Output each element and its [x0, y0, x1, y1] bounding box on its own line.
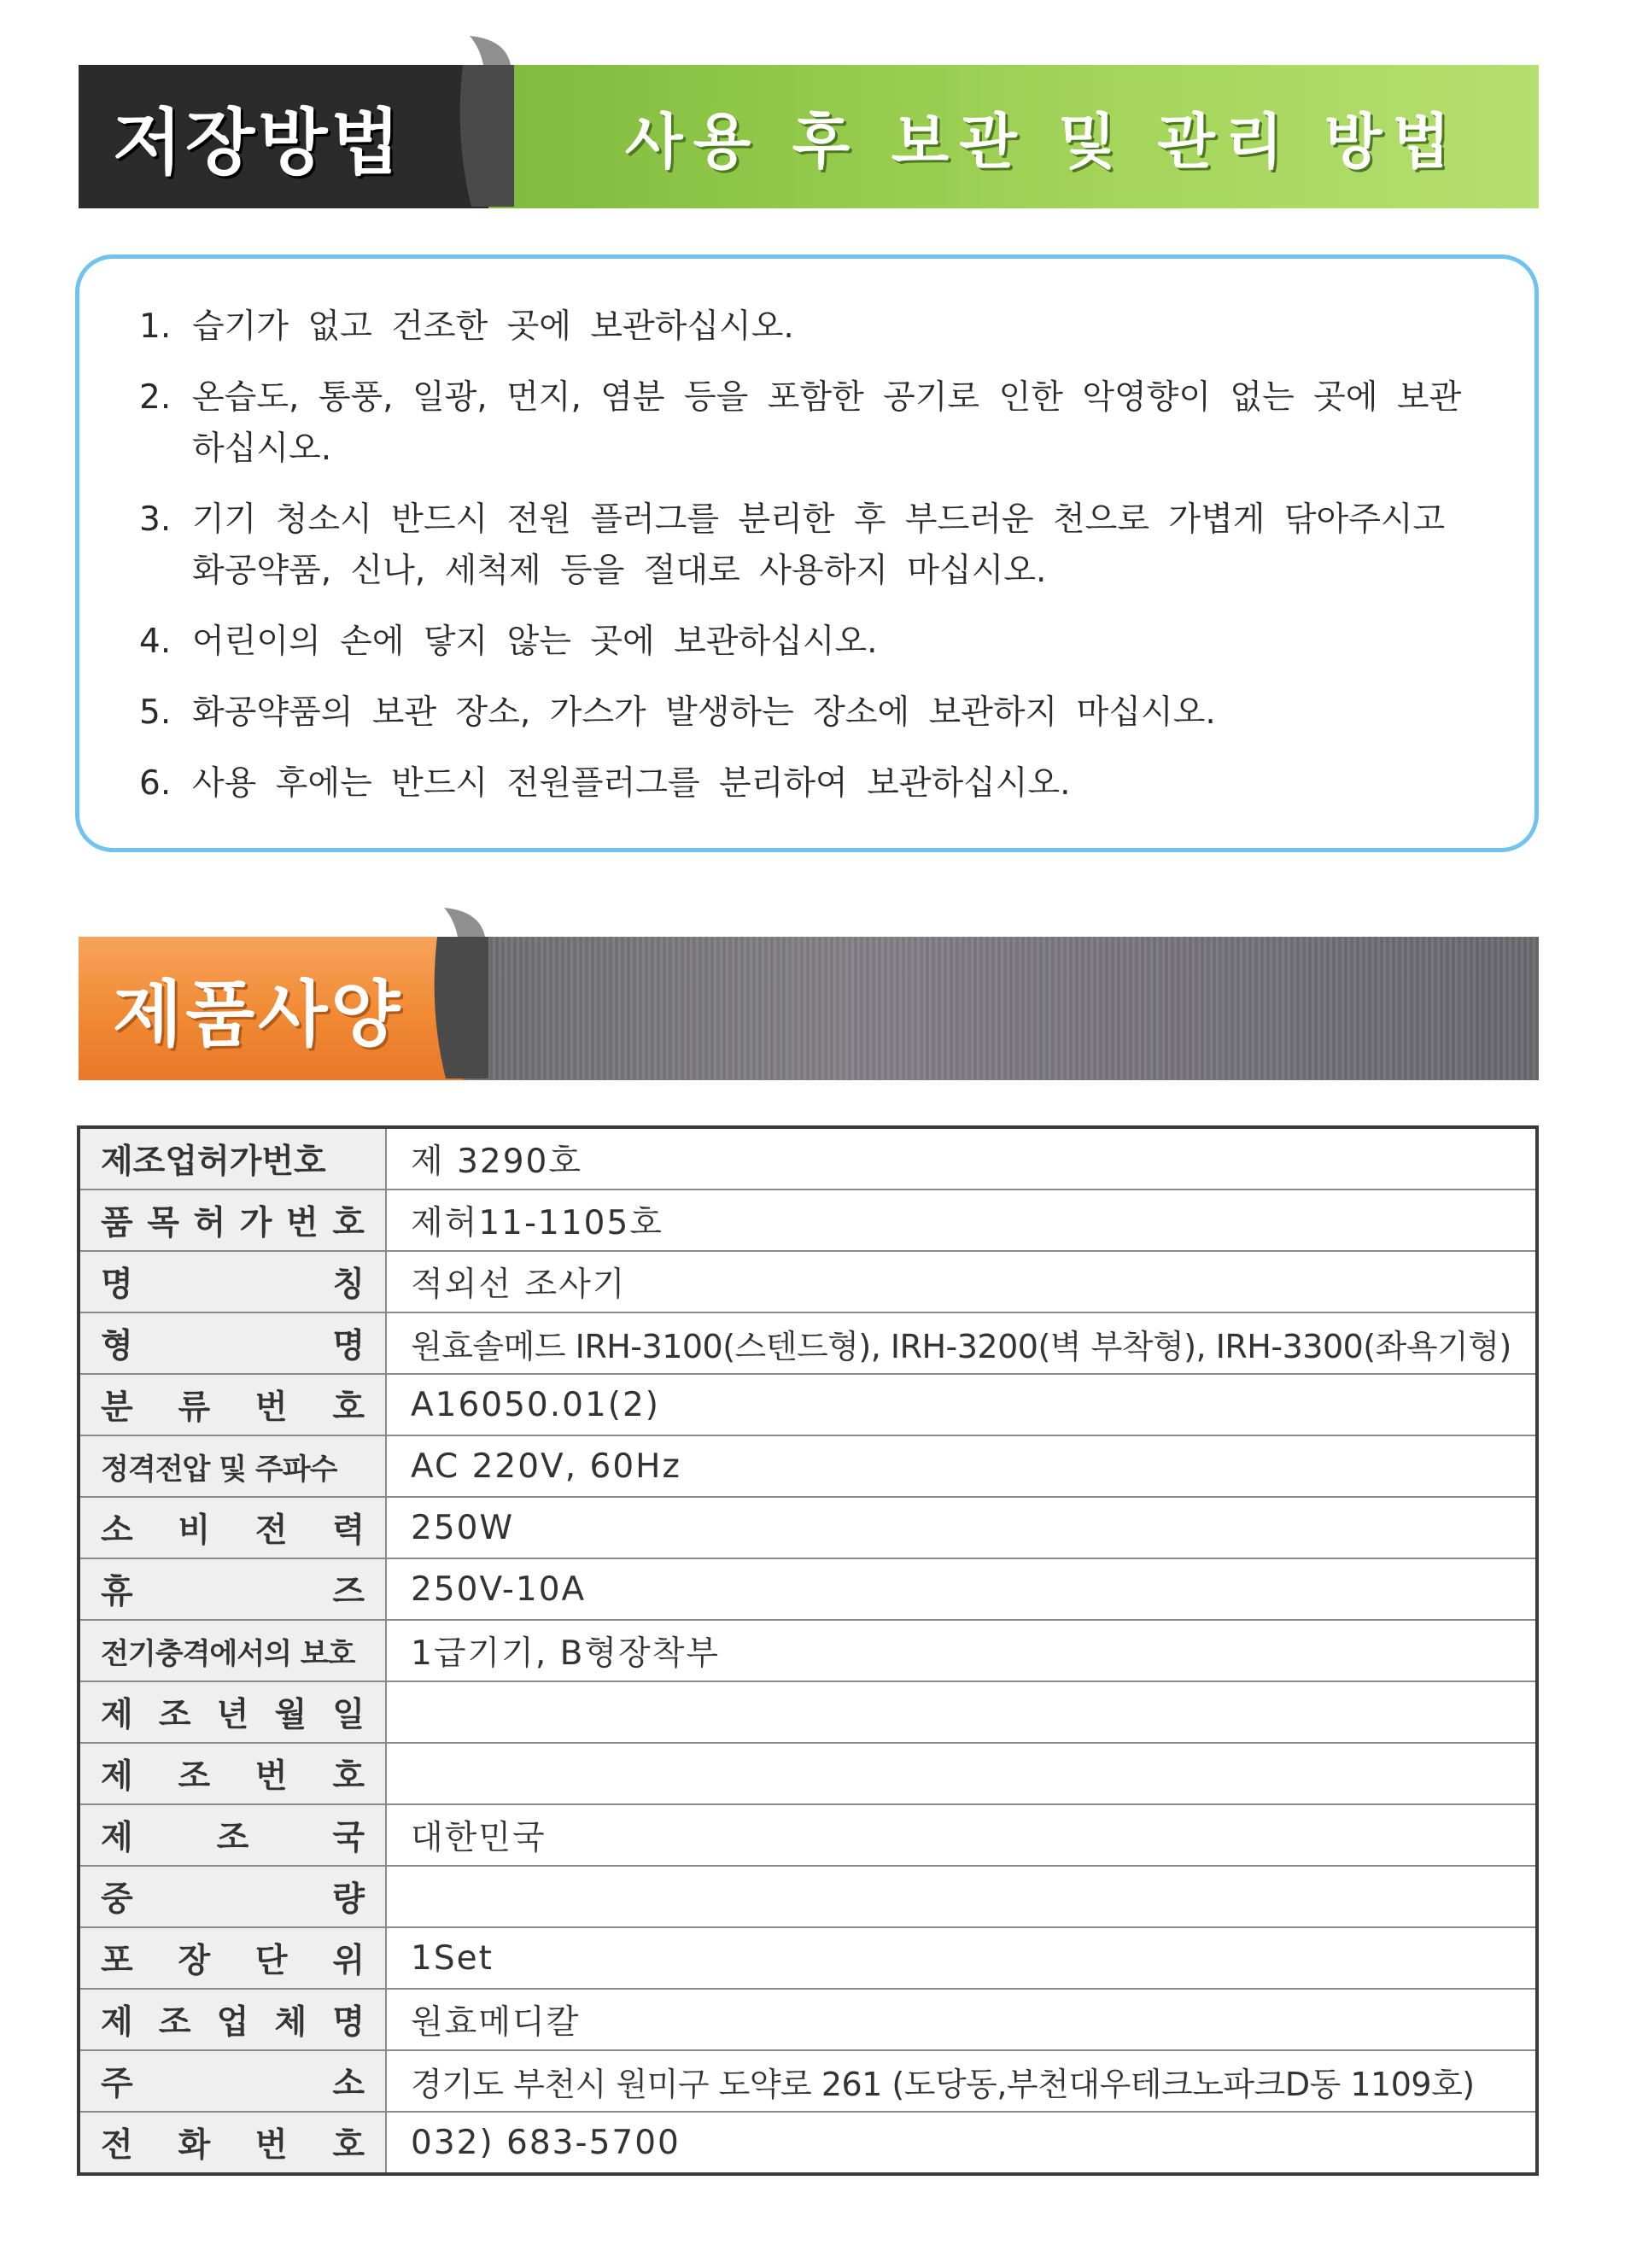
list-item	[139, 301, 1471, 353]
table-row	[79, 1927, 1537, 1989]
table-row	[79, 1620, 1537, 1681]
item-number: 4.	[139, 623, 172, 661]
table-row	[79, 1127, 1537, 1190]
spec-label-text: 분 류 번 호	[101, 1388, 365, 1427]
list-item	[139, 617, 1471, 668]
table-row	[79, 1497, 1537, 1558]
spec-value: 원효메디칼	[386, 1989, 1537, 2050]
spec-label-text: 중 량	[101, 1880, 365, 1919]
table-row	[79, 1312, 1537, 1374]
spec-value	[386, 1866, 1537, 1927]
storage-banner-bar	[488, 65, 1539, 208]
spec-label-text: 주 소	[101, 2065, 365, 2103]
spec-label	[79, 1190, 386, 1251]
spec-label-text: 제 조 번 호	[101, 1757, 365, 1796]
spec-label-text: 품 목 허 가 번 호	[101, 1204, 365, 1242]
list-item	[139, 372, 1471, 475]
table-row	[79, 1743, 1537, 1804]
spec-value	[386, 1681, 1537, 1743]
item-number: 3.	[139, 500, 172, 539]
spec-label	[79, 1804, 386, 1866]
spec-value: 적외선 조사기	[386, 1251, 1537, 1312]
item-text: 사용 후에는 반드시 전원플러그를 분리하여 보관하십시오.	[192, 764, 1071, 803]
item-text: 어린이의 손에 닿지 않는 곳에 보관하십시오.	[192, 623, 878, 661]
spec-value: A16050.01(2)	[386, 1374, 1537, 1435]
table-row	[79, 1989, 1537, 2050]
spec-table	[77, 1125, 1539, 2176]
table-row	[79, 2050, 1537, 2112]
item-text: 온습도, 통풍, 일광, 먼지, 염분 등을 포함한 공기로 인한 악영향이 없는 곳에 보관하십시오.	[192, 378, 1462, 468]
storage-instructions-list	[139, 301, 1471, 829]
list-item	[139, 758, 1471, 810]
spec-label	[79, 1989, 386, 2050]
spec-label	[79, 1866, 386, 1927]
table-row	[79, 1804, 1537, 1866]
spec-label-text: 정격전압 및 주파수	[101, 1452, 337, 1487]
spec-label-text: 명 칭	[101, 1266, 365, 1304]
storage-instructions-box	[75, 254, 1539, 852]
item-number: 6.	[139, 764, 172, 803]
item-text: 화공약품의 보관 장소, 가스가 발생하는 장소에 보관하지 마십시오.	[192, 693, 1216, 732]
page-curl-icon	[429, 908, 488, 1078]
spec-label	[79, 2112, 386, 2174]
item-number: 2.	[139, 378, 172, 417]
spec-value: 1Set	[386, 1927, 1537, 1989]
spec-label	[79, 1251, 386, 1312]
spec-label	[79, 1374, 386, 1435]
spec-label-text: 전 화 번 호	[101, 2126, 365, 2165]
spec-value: 제허11-1105호	[386, 1190, 1537, 1251]
table-row	[79, 1190, 1537, 1251]
spec-label	[79, 1681, 386, 1743]
spec-value: 제 3290호	[386, 1127, 1537, 1190]
table-row	[79, 2112, 1537, 2174]
spec-label-text: 포 장 단 위	[101, 1942, 365, 1980]
spec-value: 250W	[386, 1497, 1537, 1558]
spec-label	[79, 1620, 386, 1681]
spec-label	[79, 2050, 386, 2112]
spec-value: 250V-10A	[386, 1558, 1537, 1620]
table-row	[79, 1374, 1537, 1435]
spec-value: AC 220V, 60Hz	[386, 1435, 1537, 1497]
table-row	[79, 1866, 1537, 1927]
item-text: 기기 청소시 반드시 전원 플러그를 분리한 후 부드러운 천으로 가볍게 닦아주시고 화공약품, 신나, 세척제 등을 절대로 사용하지 마십시오.	[192, 500, 1446, 590]
spec-label-text: 제 조 년 월 일	[101, 1696, 365, 1734]
spec-label	[79, 1435, 386, 1497]
spec-label-text: 소 비 전 력	[101, 1511, 365, 1550]
spec-label	[79, 1927, 386, 1989]
spec-label	[79, 1558, 386, 1620]
spec-value: 032) 683-5700	[411, 2123, 681, 2162]
spec-banner	[79, 937, 1539, 1080]
storage-banner	[79, 65, 1539, 208]
list-item	[139, 687, 1471, 739]
spec-label-text: 제조업허가번호	[101, 1143, 326, 1181]
spec-label-text: 제 조 업 체 명	[101, 2003, 365, 2042]
item-number: 1.	[139, 307, 172, 346]
page-curl-icon	[454, 36, 514, 207]
item-text: 습기가 없고 건조한 곳에 보관하십시오.	[192, 307, 794, 346]
spec-value: 1급기기, B형장착부	[386, 1620, 1537, 1681]
spec-label	[79, 1127, 386, 1190]
table-row	[79, 1681, 1537, 1743]
spec-value: 대한민국	[386, 1804, 1537, 1866]
storage-subtitle: 사용 후 보관 및 관리 방법	[625, 106, 1461, 177]
spec-label-text: 전기충격에서의 보호	[101, 1636, 355, 1671]
list-item	[139, 494, 1471, 597]
spec-label	[79, 1743, 386, 1804]
table-row	[79, 1558, 1537, 1620]
spec-label-text: 형 명	[101, 1327, 365, 1365]
item-number: 5.	[139, 693, 172, 732]
storage-tab-title: 저장방법	[79, 65, 488, 208]
spec-label	[79, 1312, 386, 1374]
spec-label-text: 휴 즈	[101, 1573, 365, 1611]
table-row	[79, 1251, 1537, 1312]
spec-value: 경기도 부천시 원미구 도약로 261 (도당동,부천대우테크노파크D동 1109호)	[386, 2050, 1537, 2112]
spec-banner-bar	[463, 937, 1539, 1080]
table-row	[79, 1435, 1537, 1497]
spec-label	[79, 1497, 386, 1558]
spec-value	[386, 1743, 1537, 1804]
spec-value: 원효솔메드 IRH-3100(스텐드형), IRH-3200(벽 부착형), IRH-3300(좌욕기형)	[386, 1312, 1537, 1374]
spec-tab-title: 제품사양	[79, 937, 463, 1080]
spec-label-text: 제 조 국	[101, 1819, 365, 1857]
